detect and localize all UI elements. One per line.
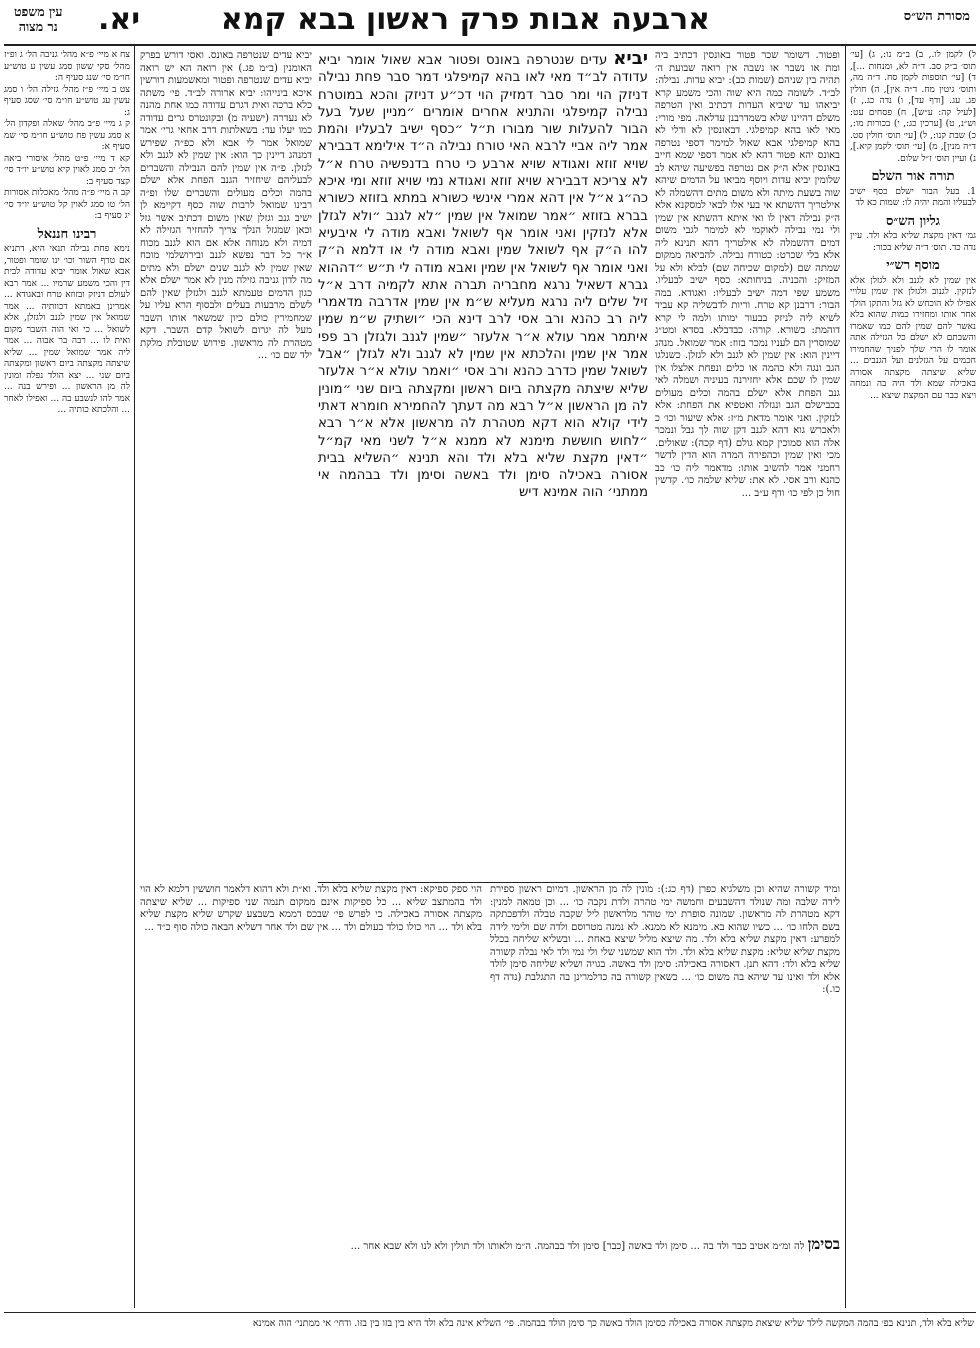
bottom-tosafot-column — [140, 884, 482, 1234]
footer-rule — [4, 1312, 976, 1313]
masoret-hashas: ל) לקמן לו., ב) ב״מ נו:, ג) [עי׳ תוס׳ ב״ק סב. ד״ה לא, ומנחות ...], ד) [עי׳ תוספות לקמן סח. ד״ה מה, ותוס׳ גיטין מח. ד״ה אין], ה) חולין פג. עג. [ודף עד], ו) נדה כג., ז) [לעיל קה: ע״ש], ח) פסחים עט: וש״נ, ט) [ערכין כג:, י) בכורות מו:, כ) שבת קנו:, ל) [עי׳ תוס׳ חולין סט. ד״ה מנין], מ) [עי׳ תוס׳ לקמן קיא.], נ) ועיין תוס׳ ז״ל שלום. — [850, 50, 976, 164]
gemara-body — [318, 50, 648, 502]
bottom-mishnah-text: לה ומ״מ אטיב כבר ולד בה ... סימן ולד באשה [כבר] סימן ולד בבהמה. ה״מ ולאותו ולד תולין ולא לנו ולא שבא אחר ... — [350, 1241, 805, 1252]
rabbenu-chananel-text: נימא פחת נבילה תנאי היא, דתניא אם טרף השור וכו׳ ינו שומר ופטור, אבא שאול אומר יביא עדודה לבית דין והכי משמע שרמיו ... אמר רבא לעולם דניזק ובזוזא טרח ובאגודא ... אמרינן באמתא דכוותיה ... אמר שמואל אין שמין לגנב ולגזלן, אלא לשואל ... כי ואי הוה השבר מקום ואית לו ... רבה בר אבוה ... אמר ליה אמר שמואל שמין ... שליא שיצתה מקצתה ביום ראשון ומקצתה ביום שני ... יצא הולד נפלה ומונין לה מן הראשון ... ופירש בנה ... אמר להו לנשבע בה ... ואפילו לאחר ... והלכתא כותיה ... — [4, 244, 130, 415]
musaf-rashi-title: מוסף רש״י — [886, 258, 940, 273]
rashi-text: ופטור. דשומר שכר פטור באונסין דכתיב ביה ומת או נשבר או נשבה אין רואה שבועת ה׳ תהיה בין שניהם (שמות כב): יביא עדות. נבילה: לב״ד. לשומה כמה היא שוה והכי משמע קרא יביאהו עד שיביא העדות דכתיב ואין הטרפה משלם דהיינו שלא בשמדרבנן עדלאה. מפי מורי: מאי לאו בהא קמיפלגי. דבאונסין לא ודלי לא בהא קמיפלגי אבא שאול למימר דספי נטרפה באונס יהא פטור דהא לא אמר דספי שמא חייב באונסין אלא ה״ק אם נטרפה בפשיעה שיהא לב שלומין יביא עדות ויוסף מביאו על הדמים שיהא שוה בשעת מיתה ולא משום מתים דהשמלה לא אילטריך דהשתא אי בעי אלו לבאי למסקנא אלא ה״ק נבילה דאין לו ואי איתא דהשתא אין שמין ולי נמי נבילה לאוקמי לא למימר לגבי משום דמים דהשמלה לא אילטריך דהא תנינא ליה אלא בלי שכרט: כטורח נבילה. להביאה ממקום שמתה שם (למקום שכיחה שם) לבלא ולא על המזיק: והכניה. בניחותא: כסף ישיב לבעליו. משמע שפי דמה ישיב לבעליו: ואגודא. במה הבור: דרבנן קא טרח. וריות לדבשליה קא עביד לשיא ליה לניזק בבעור ימותו ולמה לי קרא דוהמת: כשורא. קורה: כבדבלא. בסדא ומט״ג שמוסרין הם לעניו נמכר בזוז: אמר שמואל. מנהג דיינין הוא: אין שמין לא לגנב ולא לגזלן. כשנלגו הגב ונגה ולא כהמה או כלים ונפחת אלצלו אין שמין לו שכם אלא יחזירנה בעיניה ושמלה לאי גנב הפחת אלא ישלם בהמה וכלים מעולים בכבישלם הגב ונגזלה ואטפיא את הפחת: אלא לנזקין. ואני אומר מדאת מ״ז: אלא שיעור וכו׳ כ ולאכרש גוא דהא לגנב דקן שוה לך גבל ונמכר אלה הוא סמוכין קמא גולם (דף קכה): שאולים. מכי ואין שמין וכהפירה המדה הוא הדין לדשר רחמני אמר להשיב אותו: מדאמר ליה כו׳ כב כהנא ורב אסי. לא את: שליא שלמה כו׳. קדשין חול כן לפי כו׳ ודף ע״ב ... — [655, 50, 840, 499]
torah-or-text: 1. בעל הבור ישלם כסף ישיב לבעליו והמת יהיה לו: שמות כא לד — [850, 186, 976, 208]
musaf-rashi-text: אין שמין לא לגנב ולא לגזלן אלא לנזקין. לגנוב ולגזלן אין שמין עלויי אפילו לא הוכחש לא גזל והתקן הולך אחר אותו ומחזירו כמות שהוא בלא נאשר להם שמין להם כמו שאמרו והשבתם לא ישלם כל הגזילה אתה אומר לו הרי שלך לפניך שהחמירו חכמים על הגזלנים ועל הגנבים ... שליא שיצתה מקצתה אסורה באכילה שמא ולד היה בה ונמחה ויצא כבר עם המקצת שיצא ... — [850, 275, 976, 401]
right-header-label: מסורת הש״ס — [903, 9, 970, 24]
bottom-rashi-column — [490, 884, 840, 1234]
bottom-tosafot-text: הוי ספק ספיקא: דאין מקצת שליא בלא ולד. וא״ת ולא דהוא דלאמר חוששין דלמא לא הוי ולד בהמתצב שליא ... כל ספיקות אינם ממקום תנמה שני ספיקות ... שליא שיצתה מקצתה אסורה באכילה. כי לפרש פי׳ שבכס דממא בשבצע שקרש שליא מקצת שליא בלא ולד ... הוי כולו כולד בעולם ולד ... אין שם ולד אחר דשליא הבאה כולה סוף כ״ד ... — [140, 884, 482, 933]
gemara-text: עדים שנטרפה באונס ופטור אבא שאול אומר יביא עדודה לב״ד מאי לאו בהא קמיפלגי דמר סבר פחת נבילה דניזק הוי ומר סבר דמזיק הוי דכ״ע דניזק והכא במוטרח נבילה קמיפלגי והתניא אחרים אומרים ״מניין שעל בעל הבור להעלות שור מבורו ת״ל ״כסף ישיב לבעליו והמת אמר ליה אביי לרבא האי טורח נבילה ה״ד אילימא דבבירא שויא זוזא ואגודא שויא ארבע כי טרח בדנפשיה טרח א״ל לא צריכא דבבירא שויא זוזא ואגודא נמי שויא זוזא ומי איכא כה״ג א״ל אין דהא אמרי אינשי כשורא במתא בזוזא כשורא בברא בזוזא ״אמר שמואל אין שמין ״לא לגנב ״ולא לגזלן אלא לנזקין ואני אומר אף לשואל ואבא מודה לי איבעיא להו ה״ק אף לשואל שמין ואבא מודה לי או דלמא ה״ק ואני אומר אף לשואל אין שמין ואבא מודה לי ת״ש ״דההוא גברא דשאיל נרגא מחבריה תברה אתא לקמיה דרב א״ל זיל שלים ליה נרגא מעליא ש״מ אין שמין אדרבה מדאמרי ליה רב כהנא ורב אסי לרב דינא הכי ״ושתיק ש״מ שמין איתמר אמר עולא א״ר אלעזר ״שמין לגנב ולגזלן רב פפי אמר אין שמין והלכתא אין שמין לא לגנב ולא לגזלן ״אבל לשואל שמין כדרב כהנא ורב אסי ״ואמר עולא א״ר אלעזר שליא שיצתה מקצתה ביום ראשון ומקצתה ביום שני ״מונין לה מן הראשון א״ל רבא מה דעתך להחמירא חומרא דאתי לידי קולא הוא דקא מטהרת לה מראשון אלא א״ר רבא ״לחוש חוששת מימנא לא ממנא א״ל לשני מאי קמ״ל ״דאין מקצת שליא בלא ולד והא תנינא ״השליא בבית אסורה באכילה סימן ולד באשה וסימן ולד בבהמה אי ממתני׳ הוה אמינא דיש — [318, 53, 648, 501]
gilyon-text: גמ׳ דאין מקצת שליא בלא ולד. עיין נדה כד. תוס׳ ד״ה שליא בכור: — [850, 231, 976, 253]
footer-text: שליא בלא ולד, תנינא בפ׳ בהמה המקשה לילד שליא שיצאת מקצתה אסורה באכילה כסימן הולד באשה כך סימן הולד בבהמה. פי׳ השליא אינה בלא ולד היא בין בזו בין בזו. ודחי׳ אי ממתני׳ הוה אמינא — [252, 1318, 974, 1329]
tractate-title: ארבעה אבות פרק ראשון בבא קמא — [220, 2, 710, 37]
right-margin — [850, 50, 976, 1310]
rashi-column — [655, 50, 840, 880]
torah-or-title: תורה אור השלם — [871, 169, 955, 184]
bottom-lead-word: בסימן — [807, 1238, 840, 1253]
tosafot-column — [140, 50, 312, 880]
page-number: יא. — [98, 2, 141, 37]
header-rule — [4, 44, 976, 46]
right-margin-rule — [845, 46, 846, 1308]
bottom-rashi-text: ומיד קשורה שהיא וכן משלגיא כפרן (דף כג:): מונין לה מן הראשון. דמיום ראשון ספירת לידה שלבה ומה שנולד דהשבעים וחמשה ימי טהרה ולדת נקבה כו׳ ... וכן טמאה למנין: דקא מטהרת לה מראשון. שמונה סופרת ימי טוהר מלראשון ליל שקבה טבלה ולדפכתקה בשם הלחו כו׳ ... כשיו שהוא בא. מימנא לא ממנא. לא נמנה מטרוסם ולדה שם ולימי לידה למפרע: דאין מקצת שליא בלא ולד. מה שיצא מליל שיצא באחת ... ובשליא שליחה בכלל מקצת שליא שליא: מקצת שליא בלא ולד. ולד הוא שמשני שלי ולי נמי ולד לאי נבלה קשורה שליא בלא ולד: דהא תנן. דאסורה באכילה: סימן ולד באשה. בגויה ושליא שליחה סימן לולד אלא ולד ואינו עד שיהא בה משום כו׳ ... כשאין קשורה בה כדלמרינן בה התגלבת (נדה דף כו.): — [490, 884, 840, 995]
left-header-label: עין משפט נר מצוה — [14, 4, 63, 34]
gilyon-title: גליון הש״ס — [886, 213, 940, 229]
bottom-wide-text — [140, 1238, 840, 1254]
left-margin — [4, 50, 130, 1310]
ein-mishpat-text: צח א מיי׳ פ״א מהל׳ גניבה הל׳ ג ופ״ז מהל׳ סקי ששון סמג עשין ע טוש״ע חו״מ סי׳ שנג סעיף ה: צט ב מיי׳ פ״ז מהל׳ גזילה הל׳ ו סמג עשין עג טוש״ע חו״מ סי׳ שסג סעיף ג: ק ג מיי׳ פ״ב מהל׳ שאלה ופקדון הל׳ א סמג עשין פח טוש״ע חו״מ סי׳ שמ סעיף א: קא ד מיי׳ פ״ט מהל׳ איסורי ביאה הל׳ יב סמג לאוין קיא טוש״ע יו״ד סי׳ קצד סעיף ב: קב ה מיי׳ פ״ה מהל׳ מאכלות אסורות הל׳ טו סמג לאוין קל טוש״ע יו״ד סי׳ יג סעיף ב: — [4, 50, 130, 221]
gemara-opening-word: יביא — [613, 50, 648, 69]
gemara-column — [318, 50, 648, 880]
bottom-wide-section — [140, 1238, 840, 1308]
tosafot-text: יביא עדים שנטרפה באונס. ואסי דורש בפרק האומנין (ב״מ פג.) אין רואה הא יש רואה יביא עדים שנטרפה ופטור ומאשמעות דורשין איכא בינייהו: יביא ארורה לב״ד. פי׳ משתה כלא ברכה ואית דגרם עדודה כמו אחת מהנה לא נעדרה (ישעיה מ) ובקונטרס גרים עדודה כמו יעלו עד: בשאלתות דרב אחאי גרי׳ אמר שמואל אמר לי אבא ולא כפ״ה שפירש דמנהג דיינין כך הוא: אין שמין לא לגנב ולא לגזלן. פ״ה אין שמין להם הנבילה והשברים לבעליהם שיחזיר הגנב הפחת אלא ישלם בהמה וכלים מעולים והשברים שלו ופ״ה רבינו שמואל לרבות שוה כסף דקיימא לן ישיב גנב וגזלן שאין משום דכתיב אשר גזל וכאן שמגזל הנלך צריך להחזיר הגזילה לא דמיה ולא מנוחה אלא אם הוא לגנב מכוח א״ר כל דבר נפשא לגנב ובירושלמי מוכח שאין שמין לא לגנב שנים ישלם ולא מתים מה לדון גניבה גזילה מנין לא אמר ישלם אלא כגון הדמים טעמתא לגנב ולגזלן שאין להם לשלם מרבעות בעלים ולבסוף הרא עליו על שמחמירין כולם כיון שמשאר אותו השבר מעל לה יגרום לשואל קדם השבר. דקא מטהרת לה מראשון. פירוש שטובלת מלקת ילד שם כו׳ ... — [140, 50, 312, 361]
bottom-divider — [318, 882, 648, 883]
rabbenu-chananel-title: רבינו חננאל — [37, 226, 97, 242]
left-margin-rule — [134, 46, 135, 1308]
